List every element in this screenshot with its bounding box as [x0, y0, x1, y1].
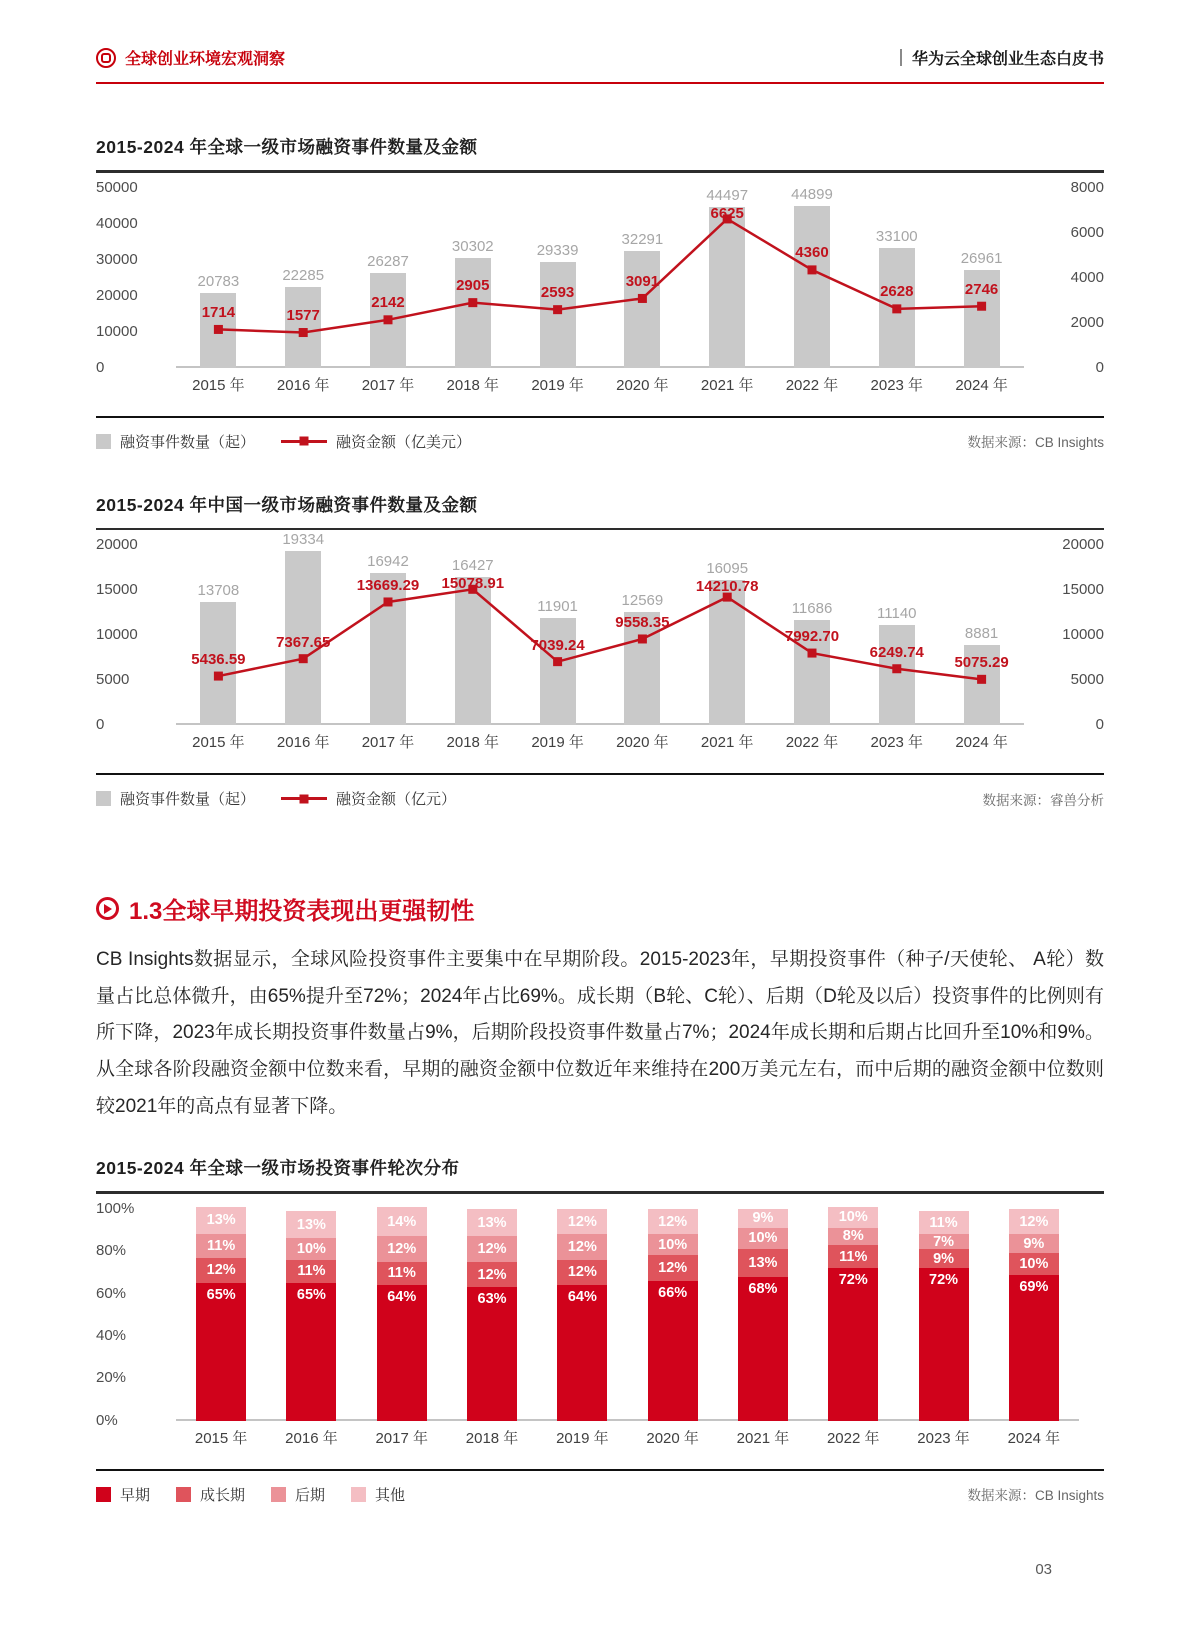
line-legend-swatch — [281, 440, 327, 443]
stacked-segment: 13% — [467, 1209, 517, 1237]
line-value-label: 5075.29 — [954, 654, 1009, 672]
x-axis-label: 2021 年 — [700, 734, 754, 751]
chart-bottom-rule — [96, 416, 1104, 418]
y-axis-tick-left: 100% — [96, 1199, 135, 1217]
stacked-segment: 12% — [648, 1255, 698, 1280]
x-axis-label: 2020 年 — [646, 1429, 699, 1447]
line-value-label: 1714 — [201, 303, 236, 321]
x-axis-label: 2016 年 — [276, 376, 330, 394]
y-axis-tick-left: 50000 — [96, 178, 138, 196]
y-axis-tick-left: 20% — [96, 1369, 127, 1387]
stacked-segment: 10% — [286, 1238, 336, 1259]
stacked-segment: 12% — [557, 1260, 607, 1285]
y-axis-tick-left: 10000 — [96, 322, 138, 340]
line-value-label: 15078.91 — [441, 575, 505, 593]
stacked-segment: 9% — [919, 1249, 969, 1268]
stacked-segment: 9% — [1009, 1234, 1059, 1253]
chart-legend — [96, 431, 1104, 452]
chart-bottom-rule — [96, 1469, 1104, 1471]
x-axis-label: 2018 年 — [446, 376, 500, 394]
y-axis-tick-left: 10000 — [96, 626, 138, 643]
stacked-segment: 12% — [557, 1234, 607, 1259]
other-legend-label: 其他 — [375, 1486, 406, 1504]
late-legend-swatch — [271, 1487, 286, 1502]
bar-value-label: 32291 — [621, 231, 664, 249]
stacked-segment: 64% — [377, 1285, 427, 1421]
header-rule — [96, 82, 1104, 84]
line-value-label: 6625 — [710, 205, 744, 223]
x-axis-label: 2019 年 — [531, 376, 584, 394]
y-axis-tick-left: 30000 — [96, 250, 138, 268]
x-axis-label: 2024 年 — [955, 734, 1008, 751]
x-axis-label: 2017 年 — [361, 376, 415, 394]
bar-value-label: 30302 — [451, 238, 494, 256]
bar-value-label: 19334 — [282, 531, 325, 548]
stacked-chart-rounds — [96, 1199, 1104, 1455]
y-axis-tick-left: 40000 — [96, 214, 138, 232]
stacked-segment: 9% — [738, 1209, 788, 1228]
y-axis-tick-right: 2000 — [1070, 313, 1104, 331]
legend-item-bars — [96, 788, 255, 809]
x-axis-label: 2020 年 — [616, 734, 669, 751]
x-axis-label: 2019 年 — [531, 734, 584, 751]
y-axis-tick-right: 20000 — [1062, 536, 1104, 553]
bar-value-label: 16427 — [451, 557, 494, 575]
bar-value-label: 12569 — [621, 591, 664, 609]
bar-value-label: 20783 — [197, 272, 240, 290]
x-axis-label: 2020 年 — [616, 376, 669, 394]
line-legend-swatch — [281, 797, 327, 800]
x-axis-label: 2023 年 — [917, 1429, 970, 1447]
combo-chart-global — [96, 178, 1104, 402]
y-axis-tick-left: 20000 — [96, 286, 138, 304]
stacked-segment: 63% — [467, 1287, 517, 1421]
legend-item-bars — [96, 431, 255, 452]
legend-item-line — [281, 431, 471, 452]
x-axis-label: 2021 年 — [736, 1429, 790, 1447]
stacked-segment: 68% — [738, 1277, 788, 1421]
late-legend-label: 后期 — [295, 1486, 326, 1504]
legend-item-late — [271, 1484, 325, 1505]
bar-value-label: 11901 — [537, 597, 578, 615]
bar-value-label: 16095 — [706, 560, 749, 578]
x-axis-label: 2017 年 — [361, 734, 415, 751]
stacked-segment: 11% — [286, 1260, 336, 1283]
line-value-label: 9558.35 — [615, 613, 670, 631]
y-axis-tick-left: 40% — [96, 1326, 127, 1344]
bar-value-label: 29339 — [536, 241, 579, 259]
y-axis-tick-left: 0% — [96, 1411, 118, 1429]
x-axis-label: 2019 年 — [556, 1429, 609, 1447]
line-value-label: 4360 — [795, 244, 829, 262]
stacked-segment: 8% — [828, 1228, 878, 1245]
title-rule — [96, 1191, 1104, 1194]
bar-value-label: 13708 — [197, 581, 240, 599]
x-axis-label: 2018 年 — [465, 1429, 519, 1447]
y-axis-tick-left: 15000 — [96, 581, 138, 598]
bar-value-label: 33100 — [875, 228, 918, 246]
legend-item-early — [96, 1484, 150, 1505]
bar-value-label: 26287 — [367, 252, 409, 270]
y-axis-tick-right: 4000 — [1070, 268, 1104, 286]
stacked-segment: 72% — [919, 1268, 969, 1421]
stacked-segment: 12% — [467, 1262, 517, 1287]
line-value-label: 7039.24 — [530, 636, 585, 654]
legend-item-growth — [176, 1484, 245, 1505]
page-number: 03 — [1035, 1561, 1052, 1578]
stacked-segment: 10% — [828, 1207, 878, 1228]
line-value-label: 3091 — [625, 272, 660, 290]
y-axis-tick-right: 0 — [1095, 716, 1104, 733]
stacked-segment: 14% — [377, 1207, 427, 1237]
chart-section-global-financing — [96, 134, 1104, 452]
stacked-segment: 66% — [648, 1281, 698, 1421]
stacked-segment: 11% — [196, 1234, 246, 1257]
x-axis-label: 2016 年 — [285, 1429, 338, 1447]
y-axis-tick-left: 80% — [96, 1242, 127, 1260]
bar-value-label: 16942 — [367, 552, 409, 570]
x-axis-label: 2017 年 — [375, 1429, 429, 1447]
line-value-label: 1577 — [286, 307, 320, 325]
stacked-segment: 64% — [557, 1285, 607, 1421]
data-source: 数据来源：睿兽分析 — [982, 792, 1104, 808]
x-axis-label: 2022 年 — [785, 376, 839, 394]
line-value-label: 7992.70 — [784, 628, 840, 646]
bar-value-label: 22285 — [282, 267, 325, 285]
line-value-label: 2142 — [371, 294, 405, 312]
y-axis-tick-left: 20000 — [96, 536, 138, 553]
stacked-segment: 11% — [828, 1245, 878, 1268]
bar-legend-swatch — [96, 791, 111, 806]
stacked-segment: 12% — [1009, 1209, 1059, 1234]
x-axis-label: 2021 年 — [700, 376, 754, 394]
x-axis-label: 2018 年 — [446, 734, 500, 751]
brand-logo-icon — [96, 48, 116, 68]
section-title: 1.3全球早期投资表现出更强韧性 — [129, 898, 475, 925]
legend-item-other — [351, 1484, 405, 1505]
header-divider — [900, 49, 902, 66]
stacked-segment: 12% — [377, 1236, 427, 1261]
bar-value-label: 26961 — [960, 250, 1003, 268]
section-paragraph: CB Insights数据显示，全球风险投资事件主要集中在早期阶段。2015-2023年，早期投资事件（种子/天使轮、 A轮）数量占比总体微升，由65%提升至72%；2024年占比69%。成长期（B轮、C轮）、后期（D轮及以后）投资事件的比例则有所下降，2023年成长期投资事件数量占9%，后期阶段投资事件数量占7%；2024年成长期和后期占比回升至10%和9%。从全球各阶段融资金额中位数来看，早期的融资金额中位数近年来维持在200万美元左右，而中后期的融资金额中位数则较2021年的高点有显著下降。 — [96, 949, 1104, 1117]
bar-value-label: 8881 — [964, 625, 999, 643]
chart-section-china-financing — [96, 492, 1104, 810]
data-source: 数据来源：CB Insights — [967, 435, 1104, 450]
chart-legend — [96, 1484, 1104, 1505]
stacked-segment: 10% — [648, 1234, 698, 1255]
line-value-label: 2746 — [964, 280, 999, 298]
stacked-segment: 11% — [919, 1211, 969, 1234]
x-axis-label: 2016 年 — [276, 734, 330, 751]
stacked-segment: 72% — [828, 1268, 878, 1421]
document-title — [900, 46, 1104, 69]
bar-legend-swatch — [96, 434, 111, 449]
chart-legend — [96, 788, 1104, 809]
title-rule — [96, 170, 1104, 173]
bar-value-label: 11140 — [877, 604, 917, 622]
x-axis-label: 2023 年 — [870, 376, 924, 394]
x-axis-label: 2024 年 — [955, 376, 1008, 394]
stacked-segment: 65% — [286, 1283, 336, 1421]
x-axis-label: 2015 年 — [192, 734, 245, 751]
line-value-label: 13669.29 — [356, 576, 420, 594]
y-axis-tick-right: 8000 — [1070, 178, 1104, 196]
title-rule — [96, 528, 1104, 531]
bar-legend-label: 融资事件数量（起） — [120, 791, 256, 808]
x-axis-label: 2022 年 — [785, 734, 839, 751]
x-axis-label: 2024 年 — [1007, 1429, 1061, 1447]
early-legend-label: 早期 — [120, 1486, 151, 1504]
bar-value-label: 44899 — [791, 185, 833, 203]
line-value-label: 2628 — [880, 283, 914, 301]
x-axis-label: 2015 年 — [192, 376, 245, 394]
line-value-label: 5436.59 — [191, 651, 246, 669]
bar-value-label: 11686 — [791, 599, 833, 617]
chart-title: 2015-2024 年全球一级市场投资事件轮次分布 — [96, 1158, 460, 1179]
y-axis-tick-right: 15000 — [1062, 581, 1104, 598]
chart-bottom-rule — [96, 773, 1104, 775]
chart-section-round-distribution — [96, 1155, 1104, 1505]
stacked-segment: 12% — [196, 1258, 246, 1283]
line-value-label: 6249.74 — [869, 643, 924, 661]
y-axis-tick-right: 5000 — [1070, 671, 1104, 688]
stacked-segment: 12% — [648, 1209, 698, 1234]
other-legend-swatch — [351, 1487, 366, 1502]
data-source: 数据来源：CB Insights — [967, 1488, 1104, 1504]
y-axis-tick-left: 60% — [96, 1284, 127, 1302]
stacked-segment: 13% — [286, 1211, 336, 1239]
growth-legend-label: 成长期 — [200, 1486, 246, 1504]
chart-title: 2015-2024 年全球一级市场融资事件数量及金额 — [96, 137, 478, 157]
line-value-label: 2593 — [540, 284, 575, 302]
stacked-segment: 12% — [467, 1236, 517, 1261]
line-value-label: 7367.65 — [276, 633, 331, 651]
stacked-segment: 10% — [738, 1228, 788, 1249]
line-value-label: 2905 — [456, 277, 490, 295]
section-heading — [96, 891, 1104, 926]
stacked-segment: 69% — [1009, 1275, 1059, 1421]
y-axis-tick-right: 0 — [1095, 358, 1104, 376]
stacked-segment: 13% — [738, 1249, 788, 1277]
brand — [96, 46, 285, 69]
stacked-segment: 7% — [919, 1234, 969, 1249]
stacked-segment: 13% — [196, 1207, 246, 1235]
y-axis-tick-left: 5000 — [96, 671, 130, 688]
stacked-segment: 10% — [1009, 1253, 1059, 1274]
y-axis-tick-left: 0 — [96, 358, 105, 376]
brand-label: 全球创业环境宏观洞察 — [125, 51, 286, 68]
y-axis-tick-left: 0 — [96, 716, 105, 733]
x-axis-label: 2015 年 — [194, 1429, 248, 1447]
x-axis-label: 2023 年 — [870, 734, 924, 751]
section-play-icon — [96, 897, 119, 920]
document-title-label: 华为云全球创业生态白皮书 — [911, 51, 1104, 68]
stacked-segment: 65% — [196, 1283, 246, 1421]
bar-value-label: 44497 — [706, 187, 749, 205]
growth-legend-swatch — [176, 1487, 191, 1502]
line-value-label: 14210.78 — [695, 578, 759, 596]
y-axis-tick-right: 6000 — [1070, 223, 1104, 241]
chart-title: 2015-2024 年中国一级市场融资事件数量及金额 — [96, 494, 478, 515]
combo-chart-china — [96, 531, 1104, 759]
bar-legend-label: 融资事件数量（起） — [120, 433, 256, 451]
early-legend-swatch — [96, 1487, 111, 1502]
line-legend-label: 融资金额（亿元） — [336, 791, 457, 808]
x-axis-label: 2022 年 — [826, 1429, 880, 1447]
legend-item-line — [281, 788, 456, 809]
stacked-segment: 12% — [557, 1209, 607, 1234]
page-header — [96, 0, 1104, 69]
line-legend-label: 融资金额（亿美元） — [336, 433, 472, 451]
y-axis-tick-right: 10000 — [1062, 626, 1104, 643]
stacked-segment: 11% — [377, 1262, 427, 1285]
